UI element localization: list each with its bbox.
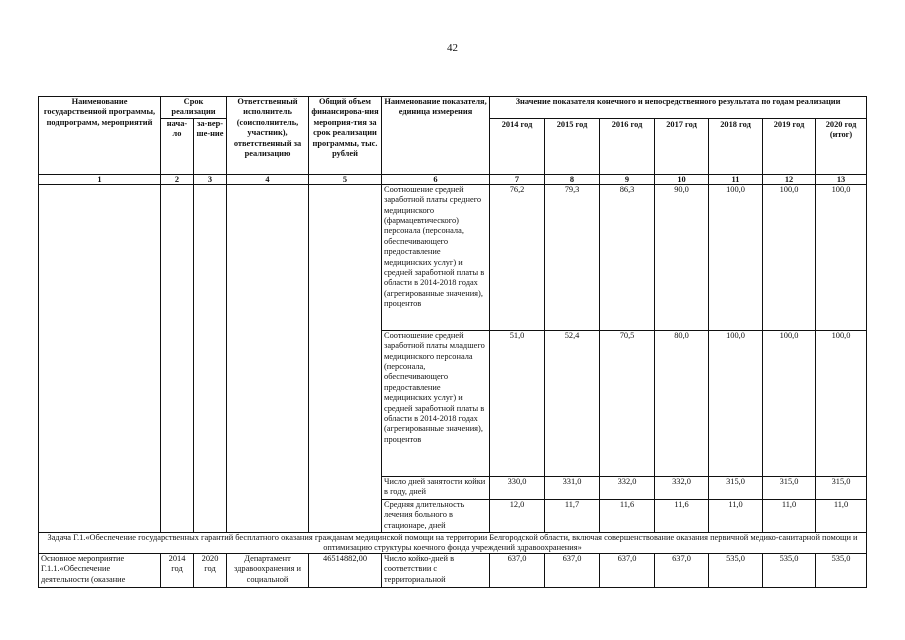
- empty-cell: [161, 184, 194, 532]
- column-number: 11: [709, 174, 763, 184]
- indicator-value: 100,0: [763, 184, 816, 330]
- header-values-title: Значение показателя конечного и непосредственного результата по годам реализации: [490, 97, 867, 119]
- header-term: Срок реализации: [161, 97, 227, 119]
- header-row-1: [39, 97, 867, 119]
- indicator-value: 11,0: [763, 499, 816, 532]
- indicator-value: 79,3: [545, 184, 600, 330]
- column-number: 13: [816, 174, 867, 184]
- header-year: 2016 год: [600, 118, 655, 174]
- indicator-value: 70,5: [600, 330, 655, 476]
- indicator-value: 76,2: [490, 184, 545, 330]
- indicator-value: 315,0: [816, 476, 867, 499]
- indicator-value: 11,0: [816, 499, 867, 532]
- indicator-value: 332,0: [600, 476, 655, 499]
- header-term-start: нача-ло: [161, 118, 194, 174]
- header-year: 2019 год: [763, 118, 816, 174]
- indicator-value: 51,0: [490, 330, 545, 476]
- header-funding: Общий объем финансирова-ния мероприя-тия за срок реализации программы, тыс. рублей: [309, 97, 382, 175]
- indicator-value: 11,0: [709, 499, 763, 532]
- indicator-name: Число койко-дней в соответствии с территориальной: [382, 553, 490, 587]
- indicator-name: Соотношение средней заработной платы среднего медицинского (фармацевтического) персонала (персонала, обеспечивающего предоставление медицинских услуг) и средней заработной платы в области в 2014-2018 годах (агрегированные значения), процентов: [382, 184, 490, 330]
- header-indicator: Наименование показателя, единица измерения: [382, 97, 490, 175]
- activity-start: 2014 год: [161, 553, 194, 587]
- table-row: [39, 184, 867, 330]
- indicator-value: 100,0: [709, 184, 763, 330]
- column-number: 4: [227, 174, 309, 184]
- indicator-value: 330,0: [490, 476, 545, 499]
- task-text: Задача Г.1.«Обеспечение государственных гарантий бесплатного оказания гражданам медицинской помощи на территории Белгородской области, включая совершенствование оказания первичной медико-санитарной помощи и оптимизацию структуры коечного фонда учреждений здравоохранения»: [39, 532, 867, 553]
- indicator-value: 535,0: [709, 553, 763, 587]
- page-number: 42: [447, 42, 458, 54]
- indicator-value: 535,0: [816, 553, 867, 587]
- indicator-value: 11,7: [545, 499, 600, 532]
- column-number: 3: [194, 174, 227, 184]
- indicator-value: 100,0: [816, 184, 867, 330]
- empty-cell: [39, 184, 161, 532]
- indicator-value: 100,0: [763, 330, 816, 476]
- header-year: 2020 год (итог): [816, 118, 867, 174]
- indicator-value: 100,0: [816, 330, 867, 476]
- indicator-value: 637,0: [600, 553, 655, 587]
- column-number: 8: [545, 174, 600, 184]
- empty-cell: [227, 184, 309, 532]
- indicator-value: 331,0: [545, 476, 600, 499]
- header-year: 2015 год: [545, 118, 600, 174]
- column-number: 10: [655, 174, 709, 184]
- table-row: [39, 553, 867, 587]
- indicator-value: 11,6: [655, 499, 709, 532]
- empty-cell: [194, 184, 227, 532]
- indicator-value: 637,0: [655, 553, 709, 587]
- indicator-name: Число дней занятости койки в году, дней: [382, 476, 490, 499]
- activity-end: 2020 год: [194, 553, 227, 587]
- indicator-value: 315,0: [709, 476, 763, 499]
- indicator-value: 315,0: [763, 476, 816, 499]
- header-program-name: Наименование государственной программы, подпрограмм, мероприятий: [39, 97, 161, 175]
- column-number: 9: [600, 174, 655, 184]
- indicator-value: 90,0: [655, 184, 709, 330]
- header-year: 2017 год: [655, 118, 709, 174]
- task-row: [39, 532, 867, 553]
- column-number: 2: [161, 174, 194, 184]
- indicator-value: 86,3: [600, 184, 655, 330]
- indicator-value: 332,0: [655, 476, 709, 499]
- activity-executor: Департамент здравоохранения и социальной: [227, 553, 309, 587]
- program-table: [38, 96, 867, 588]
- indicator-value: 637,0: [545, 553, 600, 587]
- column-number: 1: [39, 174, 161, 184]
- indicator-value: 11,6: [600, 499, 655, 532]
- header-year: 2014 год: [490, 118, 545, 174]
- column-number: 5: [309, 174, 382, 184]
- header-year: 2018 год: [709, 118, 763, 174]
- indicator-name: Соотношение средней заработной платы младшего медицинского персонала (персонала, обеспечивающего предоставление медицинских услуг) и средней заработной платы в области в 2014-2018 годах (агрегированные значения), процентов: [382, 330, 490, 476]
- header-term-end: за-вер-ше-ние: [194, 118, 227, 174]
- indicator-value: 52,4: [545, 330, 600, 476]
- indicator-value: 637,0: [490, 553, 545, 587]
- indicator-value: 80,0: [655, 330, 709, 476]
- indicator-value: 535,0: [763, 553, 816, 587]
- column-number-row: [39, 174, 867, 184]
- activity-name: Основное мероприятие Г.1.1.«Обеспечение деятельности (оказание: [39, 553, 161, 587]
- indicator-value: 12,0: [490, 499, 545, 532]
- column-number: 12: [763, 174, 816, 184]
- activity-funding: 46514882,00: [309, 553, 382, 587]
- column-number: 6: [382, 174, 490, 184]
- column-number: 7: [490, 174, 545, 184]
- empty-cell: [309, 184, 382, 532]
- header-executor: Ответственный исполнитель (соисполнитель, участник), ответственный за реализацию: [227, 97, 309, 175]
- indicator-value: 100,0: [709, 330, 763, 476]
- indicator-name: Средняя длительность лечения больного в стационаре, дней: [382, 499, 490, 532]
